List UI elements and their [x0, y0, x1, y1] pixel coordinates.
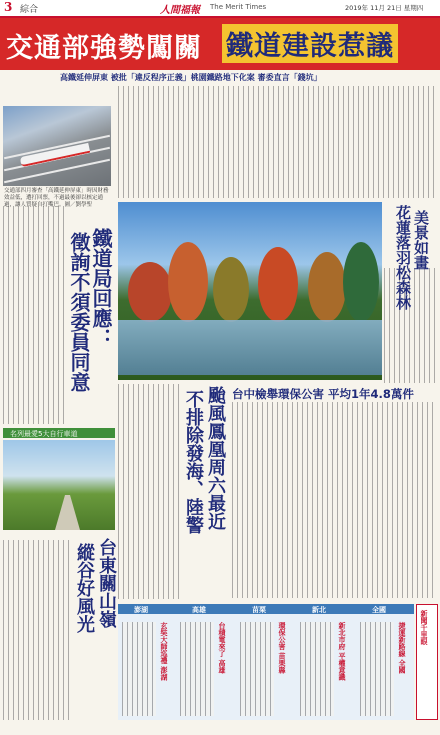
pollution-headline: 台中檢舉環保公害 平均1年4.8萬件: [232, 387, 414, 401]
regional-tab-bar: [118, 604, 414, 614]
tab-newtaipei: 新北: [312, 606, 326, 614]
news-radar-label: 新聞千里眼: [420, 610, 428, 645]
regional-title-national: 捷運新路線 全國: [398, 622, 406, 674]
tab-kaohsiung: 高雄: [192, 606, 206, 614]
body-text-typhoon-a: [118, 384, 180, 599]
subheadline: 高鐵延伸屏東 被批「違反程序正義」桃園鐵路地下化案 審委直言「錢坑」: [60, 73, 322, 82]
lake-reflection: [118, 320, 382, 375]
rail-headline-1: 鐵道局回應：: [89, 228, 113, 348]
paper-logo-en: The Merit Times: [210, 3, 267, 11]
hualien-title-2: 美景如畫: [412, 210, 430, 270]
hualien-title-1: 花蓮落羽松森林: [394, 205, 412, 310]
publication-date: 2019年 11月 21日 星期四: [345, 4, 424, 12]
taitung-title-1: 台東關山嶺: [96, 538, 117, 628]
tab-miaoli: 苗栗: [252, 606, 266, 614]
section-label: 綜合: [20, 5, 39, 15]
regional-title-kaohsiung: 台積電來了 高雄: [218, 622, 226, 674]
regional-title-newtaipei: 新北市府 平權意識: [338, 622, 346, 681]
paper-logo: 人間福報: [160, 5, 200, 16]
regional-text-1: [122, 622, 156, 716]
tab-national: 全國: [372, 606, 386, 614]
headline-left: 交通部強勢闖關: [6, 33, 202, 64]
typhoon-title-2: 不排除發海、陸警: [183, 390, 204, 534]
regional-title-penghu: 玄奘大師巡禮 澎湖: [160, 622, 168, 681]
photo-caption: 交通部四月審查「高鐵延伸屏東」時因財務效益低，遭打回票，不過最後卻以核定通過，讓人質疑自打嘴巴。圖／劉學聖: [4, 188, 109, 208]
rail-headline-2: 徵詢不須委員同意: [67, 232, 91, 392]
regional-text-3: [240, 622, 274, 716]
page-number: 3: [4, 0, 13, 14]
bike-label: 名列最愛5大自行車道: [10, 430, 78, 438]
regional-title-miaoli: 環保公害 苗栗縣: [278, 622, 286, 674]
regional-text-5: [360, 622, 394, 716]
taitung-title-2: 縱谷好風光: [74, 543, 95, 633]
body-text-taitung: [3, 540, 71, 720]
body-text-left: [3, 206, 65, 424]
body-text-pollution: [232, 402, 436, 598]
tab-penghu: 澎湖: [134, 606, 148, 614]
regional-text-2: [180, 622, 214, 716]
headline-right: 鐵道建設惹議: [222, 24, 398, 63]
regional-text-4: [300, 622, 334, 716]
body-text-top: [118, 86, 436, 198]
typhoon-title-1: 颱風鳳凰周六最近: [205, 386, 226, 530]
hsr-photo: [3, 106, 111, 186]
